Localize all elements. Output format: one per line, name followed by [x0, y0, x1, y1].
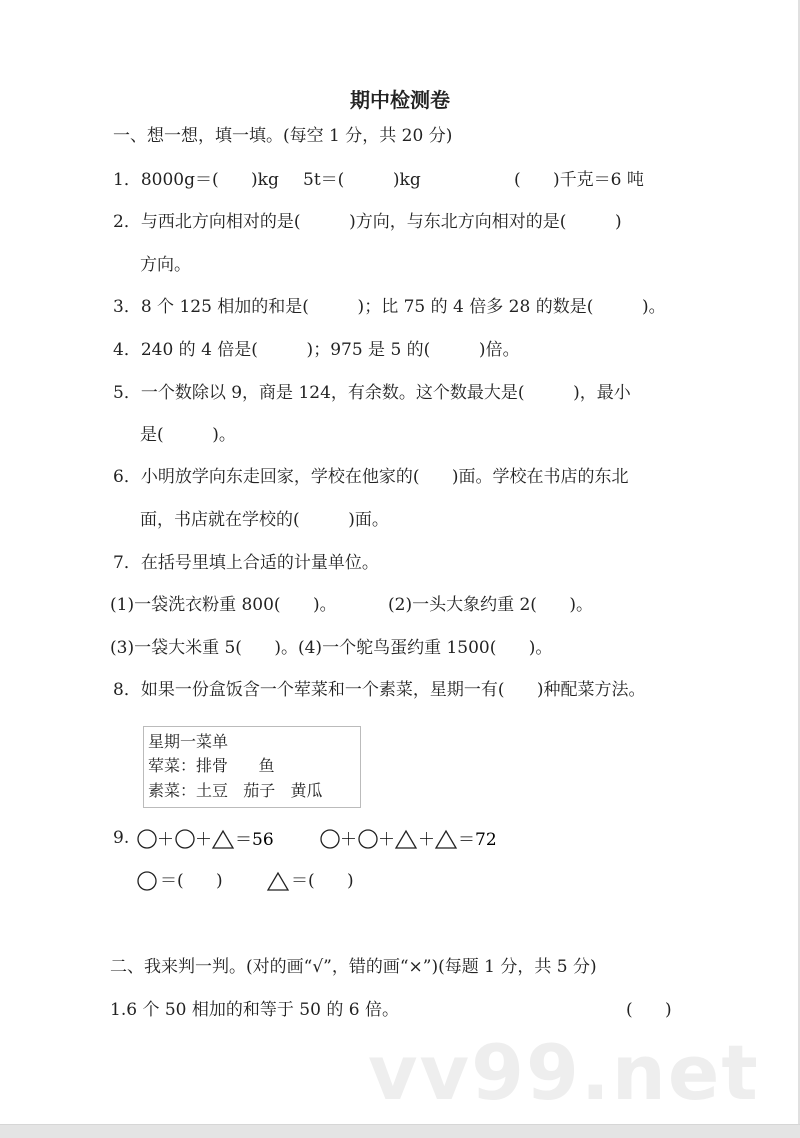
triangle-icon — [396, 831, 416, 848]
svg-text:＋: ＋ — [378, 830, 395, 850]
question-8: 8．如果一份盒饭含一个荤菜和一个素菜，星期一有( )种配菜方法。 — [113, 680, 646, 700]
judge-answer-1: ( ) — [626, 1000, 672, 1020]
question-5: 5．一个数除以 9，商是 124，有余数。这个数最大是( )，最小 — [113, 383, 631, 403]
question-7: 7．在括号里填上合适的计量单位。 — [113, 553, 379, 573]
menu-veg: 素菜：土豆 茄子 黄瓜 — [148, 781, 323, 800]
svg-text:＝72: ＝72 — [458, 830, 497, 850]
svg-text:＋: ＋ — [195, 830, 212, 850]
circle-icon — [359, 830, 377, 848]
question-7-2: (2)一头大象约重 2( )。 — [388, 595, 593, 615]
judge-question-1: 1.6 个 50 相加的和等于 50 的 6 倍。 — [110, 1000, 399, 1020]
question-2: 2．与西北方向相对的是( )方向，与东北方向相对的是( ) — [113, 212, 622, 232]
question-4: 4．240 的 4 倍是( )；975 是 5 的( )倍。 — [113, 340, 520, 360]
watermark: vv99.net — [368, 1028, 760, 1117]
svg-text:＋: ＋ — [157, 830, 174, 850]
circle-icon — [138, 830, 156, 848]
question-6: 6．小明放学向东走回家，学校在他家的( )面。学校在书店的东北 — [113, 467, 629, 487]
question-9-equation-1 — [135, 826, 305, 852]
question-1b: 5t＝( )kg — [303, 170, 421, 190]
triangle-icon — [266, 868, 290, 894]
question-9-equation-2 — [318, 826, 518, 852]
question-5-cont: 是( )。 — [140, 425, 236, 445]
circle-icon — [176, 830, 194, 848]
menu-title: 星期一菜单 — [148, 732, 229, 751]
circle-icon — [321, 830, 339, 848]
section1-heading: 一、想一想，填一填。(每空 1 分，共 20 分) — [113, 126, 453, 146]
section2-heading: 二、我来判一判。(对的画“√”，错的画“×”)(每题 1 分，共 5 分) — [110, 957, 597, 977]
circle-icon — [135, 868, 159, 894]
svg-text:＋: ＋ — [418, 830, 435, 850]
question-1c: ( )千克＝6 吨 — [514, 170, 644, 190]
triangle-answer: ＝( ) — [291, 871, 354, 891]
question-1a: 1．8000g＝( )kg — [113, 170, 279, 190]
page-bottom-strip — [0, 1124, 800, 1138]
triangle-icon — [213, 831, 233, 848]
question-3: 3．8 个 125 相加的和是( )；比 75 的 4 倍多 28 的数是( )。 — [113, 297, 666, 317]
svg-text:＋: ＋ — [340, 830, 357, 850]
question-6-cont: 面，书店就在学校的( )面。 — [140, 510, 389, 530]
question-7-1: (1)一袋洗衣粉重 800( )。 — [110, 595, 337, 615]
question-9-label: 9. — [113, 828, 130, 848]
menu-box — [143, 726, 361, 808]
circle-answer: ＝( ) — [160, 871, 223, 891]
question-7-3: (3)一袋大米重 5( )。(4)一个鸵鸟蛋约重 1500( )。 — [110, 638, 553, 658]
menu-meat: 荤菜：排骨 鱼 — [148, 756, 275, 775]
question-2-cont: 方向。 — [140, 255, 191, 275]
svg-text:＝56: ＝56 — [235, 830, 274, 850]
triangle-icon — [436, 831, 456, 848]
page-title: 期中检测卷 — [350, 88, 450, 112]
